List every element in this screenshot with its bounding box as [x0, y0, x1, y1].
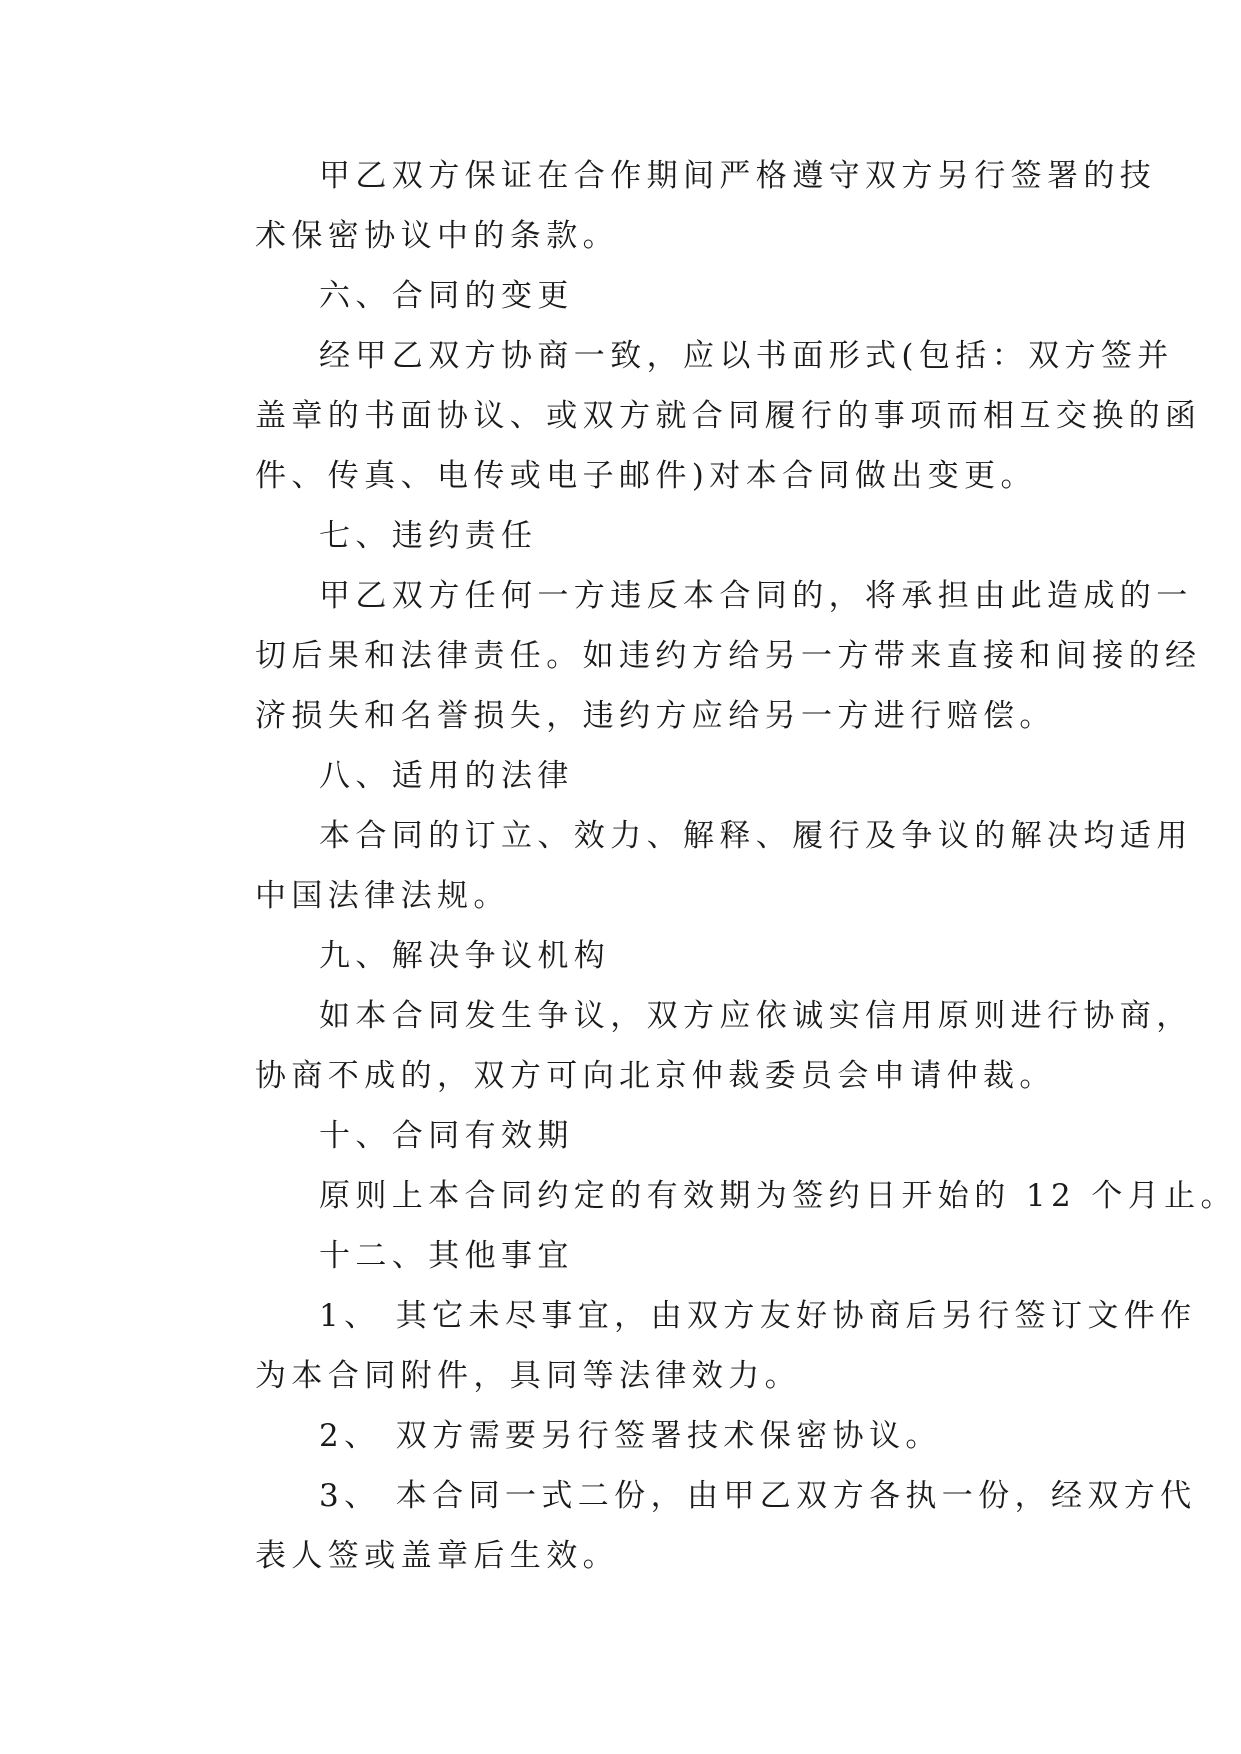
section-heading-6	[191, 266, 1053, 326]
section-heading-7	[191, 506, 1053, 566]
dispute-paragraph	[191, 986, 1193, 1106]
liability-paragraph	[191, 566, 1202, 746]
section-heading-12	[191, 1226, 1053, 1286]
text-line: 甲乙双方保证在合作期间严格遵守双方另行签署的技	[319, 158, 1157, 194]
heading-text: 十二、其他事宜	[319, 1238, 574, 1274]
text-line: 如本合同发生争议，双方应依诚实信用原则进行协商，	[319, 998, 1193, 1034]
text-line: 件、传真、电传或电子邮件)对本合同做出变更。	[255, 458, 1037, 494]
text-line: 为本合同附件，具同等法律效力。	[255, 1358, 801, 1394]
section-heading-10	[191, 1106, 1053, 1166]
validity-paragraph	[191, 1166, 1237, 1226]
text-line: 本合同的订立、效力、解释、履行及争议的解决均适用	[319, 818, 1193, 854]
text-line: 中国法律法规。	[255, 878, 510, 914]
text-line: 切后果和法律责任。如违约方给另一方带来直接和间接的经	[255, 638, 1202, 674]
heading-text: 六、合同的变更	[319, 278, 574, 314]
section-heading-9	[191, 926, 1053, 986]
confidentiality-paragraph	[191, 146, 1157, 266]
text-line: 术保密协议中的条款。	[255, 218, 619, 254]
text-line: 盖章的书面协议、或双方就合同履行的事项而相互交换的函	[255, 398, 1202, 434]
heading-text: 十、合同有效期	[319, 1118, 574, 1154]
text-line: 2、 双方需要另行签署技术保密协议。	[319, 1418, 942, 1454]
text-line: 1、 其它未尽事宜，由双方友好协商后另行签订文件作	[319, 1298, 1197, 1334]
text-line: 原则上本合同约定的有效期为签约日开始的 12 个月止。	[319, 1178, 1237, 1214]
clause-3-paragraph	[191, 1466, 1197, 1586]
heading-text: 九、解决争议机构	[319, 938, 611, 974]
contract-text	[191, 146, 1237, 1586]
text-line: 3、 本合同一式二份，由甲乙双方各执一份，经双方代	[319, 1478, 1197, 1514]
amendment-paragraph	[191, 326, 1202, 506]
heading-text: 七、违约责任	[319, 518, 538, 554]
text-line: 协商不成的，双方可向北京仲裁委员会申请仲裁。	[255, 1058, 1056, 1094]
applicable-law-paragraph	[191, 806, 1193, 926]
text-line: 经甲乙双方协商一致，应以书面形式(包括：双方签并	[319, 338, 1174, 374]
text-line: 甲乙双方任何一方违反本合同的，将承担由此造成的一	[319, 578, 1193, 614]
clause-1-paragraph	[191, 1286, 1197, 1406]
heading-text: 八、适用的法律	[319, 758, 574, 794]
clause-2-paragraph	[191, 1406, 1053, 1466]
text-line: 表人签或盖章后生效。	[255, 1538, 619, 1574]
section-heading-8	[191, 746, 1053, 806]
text-line: 济损失和名誉损失，违约方应给另一方进行赔偿。	[255, 698, 1056, 734]
